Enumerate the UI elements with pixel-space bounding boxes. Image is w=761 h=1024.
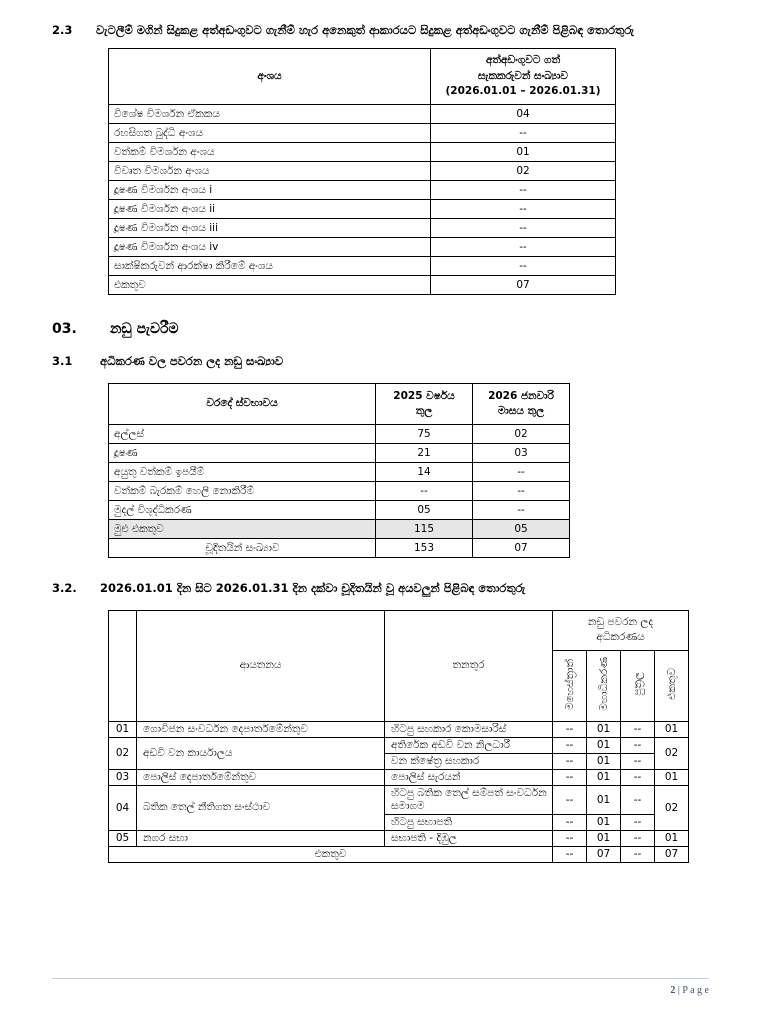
row-post: හිටපු සහකාර කොමසාරිස්	[385, 721, 553, 737]
header-court-high: මහාධිකරණ	[587, 650, 621, 721]
row-court-1: --	[553, 814, 587, 830]
section-3-2-title: 2026.01.01 දින සිට 2026.01.31 දින දක්වා චූදිතයින් වූ අයවලුන් පිළිබඳ තොරතුරු	[100, 581, 526, 596]
section-2-3-number: 2.3	[52, 23, 73, 37]
header-suspect-line3: (2026.01.01 – 2026.01.31)	[445, 85, 601, 98]
section-3-1-number: 3.1	[52, 354, 73, 369]
table-row	[109, 501, 570, 520]
row-post: පොලිස් සැරයන්	[385, 769, 553, 785]
table-row	[109, 257, 616, 276]
row-label: රහසිගත බුද්ධි අංශය	[109, 124, 431, 143]
table-row	[109, 200, 616, 219]
row-court-1: --	[553, 769, 587, 785]
row-total: 01	[655, 769, 689, 785]
row-court-2: 01	[587, 737, 621, 753]
row-index: 04	[109, 785, 137, 830]
table-total-row	[109, 846, 689, 862]
row-value-2025: 75	[376, 425, 473, 444]
row-index: 03	[109, 769, 137, 785]
row-value: 01	[431, 143, 616, 162]
header-suspect-count	[431, 48, 616, 104]
row-court-1: --	[553, 830, 587, 846]
row-total: 01	[655, 721, 689, 737]
table-row	[109, 143, 616, 162]
table-row	[109, 444, 570, 463]
table-row	[109, 737, 689, 753]
row-court-1: --	[553, 721, 587, 737]
row-label: අයුතු වත්කම් ඉපයීම්	[109, 463, 376, 482]
row-institution: පොලිස් දෙපාර්තමේන්තුව	[137, 769, 385, 785]
header-division: අංශය	[109, 48, 431, 104]
row-value: --	[431, 124, 616, 143]
header-court-group-line2: අධිකරණය	[596, 631, 645, 644]
table-row	[109, 105, 616, 124]
footer-divider	[52, 978, 709, 979]
table-row	[109, 539, 570, 558]
row-value-2026: 07	[473, 539, 570, 558]
row-total: 02	[655, 737, 689, 769]
header-2025-line1: 2025 වර්ෂය	[393, 389, 455, 402]
header-month-2026	[473, 383, 570, 424]
row-court-3: --	[621, 737, 655, 753]
total-grand: 07	[655, 846, 689, 862]
header-2026-line1: 2026 ජනවාරි	[488, 389, 554, 402]
header-court-total: එකතුව	[655, 650, 689, 721]
row-label: විශේෂ විමර්ශන ඒකකය	[109, 105, 431, 124]
table-row	[109, 181, 616, 200]
table-accused-details	[108, 610, 689, 862]
row-value: 02	[431, 162, 616, 181]
row-institution: නගර සභා	[137, 830, 385, 846]
row-institution: ගොවිජන සංවර්ධන දෙපාර්තමේන්තුව	[137, 721, 385, 737]
row-value-2026: 05	[473, 520, 570, 539]
row-value-2026: --	[473, 482, 570, 501]
row-value-2026: 03	[473, 444, 570, 463]
table-arrests-by-division	[108, 48, 616, 295]
row-institution: අඩවි වන කාර්යාලය	[137, 737, 385, 769]
section-3-number: 03.	[52, 321, 77, 338]
row-value-2026: 02	[473, 425, 570, 444]
row-label: අල්ලස්	[109, 425, 376, 444]
row-value-2026: --	[473, 463, 570, 482]
row-value: --	[431, 238, 616, 257]
page-footer	[52, 978, 709, 996]
header-2025-line2: තුල	[415, 405, 433, 418]
row-court-2: 01	[587, 830, 621, 846]
header-suspect-line2: සැකකරුවන් සංඛ්‍යාව	[478, 69, 568, 82]
table-row	[109, 219, 616, 238]
header-offence-type: වරදේ ස්වභාවය	[109, 383, 376, 424]
table-header-row-1	[109, 611, 689, 650]
row-court-3: --	[621, 769, 655, 785]
row-court-2: 01	[587, 785, 621, 814]
table-row	[109, 721, 689, 737]
row-label: චූදිතයින් සංඛ්‍යාව	[109, 539, 376, 558]
header-court-group-line1: නඩු පවරන ලද	[587, 616, 654, 629]
section-3-2-number: 3.2.	[52, 581, 77, 596]
row-label: වත්කම් බැරකම් හෙලි නොකිරීම්	[109, 482, 376, 501]
row-label: දූෂණ විමර්ශන අංශය iv	[109, 238, 431, 257]
row-index: 01	[109, 721, 137, 737]
page-number-value: 2	[670, 985, 676, 996]
row-court-2: 01	[587, 814, 621, 830]
table-row	[109, 124, 616, 143]
row-total: 01	[655, 830, 689, 846]
row-court-2: 01	[587, 721, 621, 737]
table-row	[109, 769, 689, 785]
row-court-3: --	[621, 814, 655, 830]
table-row	[109, 785, 689, 814]
table-row	[109, 162, 616, 181]
table-row	[109, 463, 570, 482]
row-court-2: 01	[587, 753, 621, 769]
row-post: හිටපු බතික තෙල් සම්පත් සංවර්ධන සමාගම	[385, 785, 553, 814]
header-court-other: පුත්‍රල	[621, 650, 655, 721]
table-row	[109, 482, 570, 501]
row-court-2: 01	[587, 769, 621, 785]
row-label: වත්කම් විමර්ශන අංශය	[109, 143, 431, 162]
row-post: අතිරේක අඩවි වන නිලධාරී	[385, 737, 553, 753]
row-label: මුළු එකතුව	[109, 520, 376, 539]
total-label: එකතුව	[109, 846, 553, 862]
row-label: එකතුව	[109, 276, 431, 295]
row-label: දූෂණ විමර්ශන අංශය ii	[109, 200, 431, 219]
table-cases-filed	[108, 383, 570, 558]
row-post: හිටපු සභාපති	[385, 814, 553, 830]
row-value-2025: 21	[376, 444, 473, 463]
section-2-3-title: වැටලීම් මගින් සිදුකළ අත්අඩංගුවට ගැනීම් හැර අනෙකුත් ආකාරයට සිදුකළ අත්අඩංගුවට ගැනීම් පිළිබඳ තොරතුරු	[96, 23, 634, 37]
row-value-2025: 153	[376, 539, 473, 558]
table-row	[109, 238, 616, 257]
table-total-row	[109, 276, 616, 295]
row-value: 07	[431, 276, 616, 295]
row-index: 05	[109, 830, 137, 846]
row-court-3: --	[621, 785, 655, 814]
header-court-group	[553, 611, 689, 650]
row-total: 02	[655, 785, 689, 830]
total-court-1: --	[553, 846, 587, 862]
header-2026-line2: මාසය තුල	[497, 405, 545, 418]
header-index	[109, 611, 137, 721]
total-court-3: --	[621, 846, 655, 862]
page-number	[52, 985, 709, 996]
header-institution: ආයතනය	[137, 611, 385, 721]
table-total-row	[109, 520, 570, 539]
row-value: --	[431, 257, 616, 276]
table-row	[109, 830, 689, 846]
row-value-2025: 05	[376, 501, 473, 520]
table-header-row	[109, 383, 570, 424]
row-value-2025: 115	[376, 520, 473, 539]
row-court-3: --	[621, 830, 655, 846]
row-label: මුදල් විශුද්ධිකරණ	[109, 501, 376, 520]
row-court-1: --	[553, 737, 587, 753]
row-court-3: --	[621, 721, 655, 737]
page-word: P a g e	[682, 985, 709, 996]
header-suspect-line1: අත්අඩංගුවට ගත්	[485, 53, 561, 66]
row-label: විවෘත විමර්ශන අංශය	[109, 162, 431, 181]
section-3-heading	[52, 321, 709, 337]
row-court-1: --	[553, 753, 587, 769]
row-value: --	[431, 200, 616, 219]
row-index: 02	[109, 737, 137, 769]
row-value: 04	[431, 105, 616, 124]
section-2-3-heading	[52, 22, 709, 40]
total-court-2: 07	[587, 846, 621, 862]
section-3-1-title: අධිකරණ වල පවරන ලද නඩු සංඛ්‍යාව	[100, 354, 284, 369]
row-value-2025: 14	[376, 463, 473, 482]
row-post: වන ක්ෂේත්‍ර සහකාර	[385, 753, 553, 769]
header-year-2025	[376, 383, 473, 424]
row-value: --	[431, 181, 616, 200]
row-court-3: --	[621, 753, 655, 769]
row-post: සභාපති - දිඹුල	[385, 830, 553, 846]
table-header-row	[109, 48, 616, 104]
row-value-2026: --	[473, 501, 570, 520]
row-label: දූෂණ	[109, 444, 376, 463]
row-value-2025: --	[376, 482, 473, 501]
row-label: සාක්ෂිකරුවන් ආරක්ෂා කිරීමේ අංශය	[109, 257, 431, 276]
row-label: දූෂණ විමර්ශන අංශය iii	[109, 219, 431, 238]
table-row	[109, 425, 570, 444]
row-institution: බතික තෙල් නීතිගත සංස්ථාව	[137, 785, 385, 830]
header-court-magistrate: මහෙස්ත්‍රාත්	[553, 650, 587, 721]
header-post: තනතුර	[385, 611, 553, 721]
section-3-2-heading	[52, 580, 709, 598]
row-court-1: --	[553, 785, 587, 814]
page-number-separator: |	[677, 985, 680, 996]
row-label: දූෂණ විමර්ශන අංශය i	[109, 181, 431, 200]
row-value: --	[431, 219, 616, 238]
section-3-title: නඩු පැවරීම	[110, 321, 179, 338]
section-3-1-heading	[52, 353, 709, 371]
